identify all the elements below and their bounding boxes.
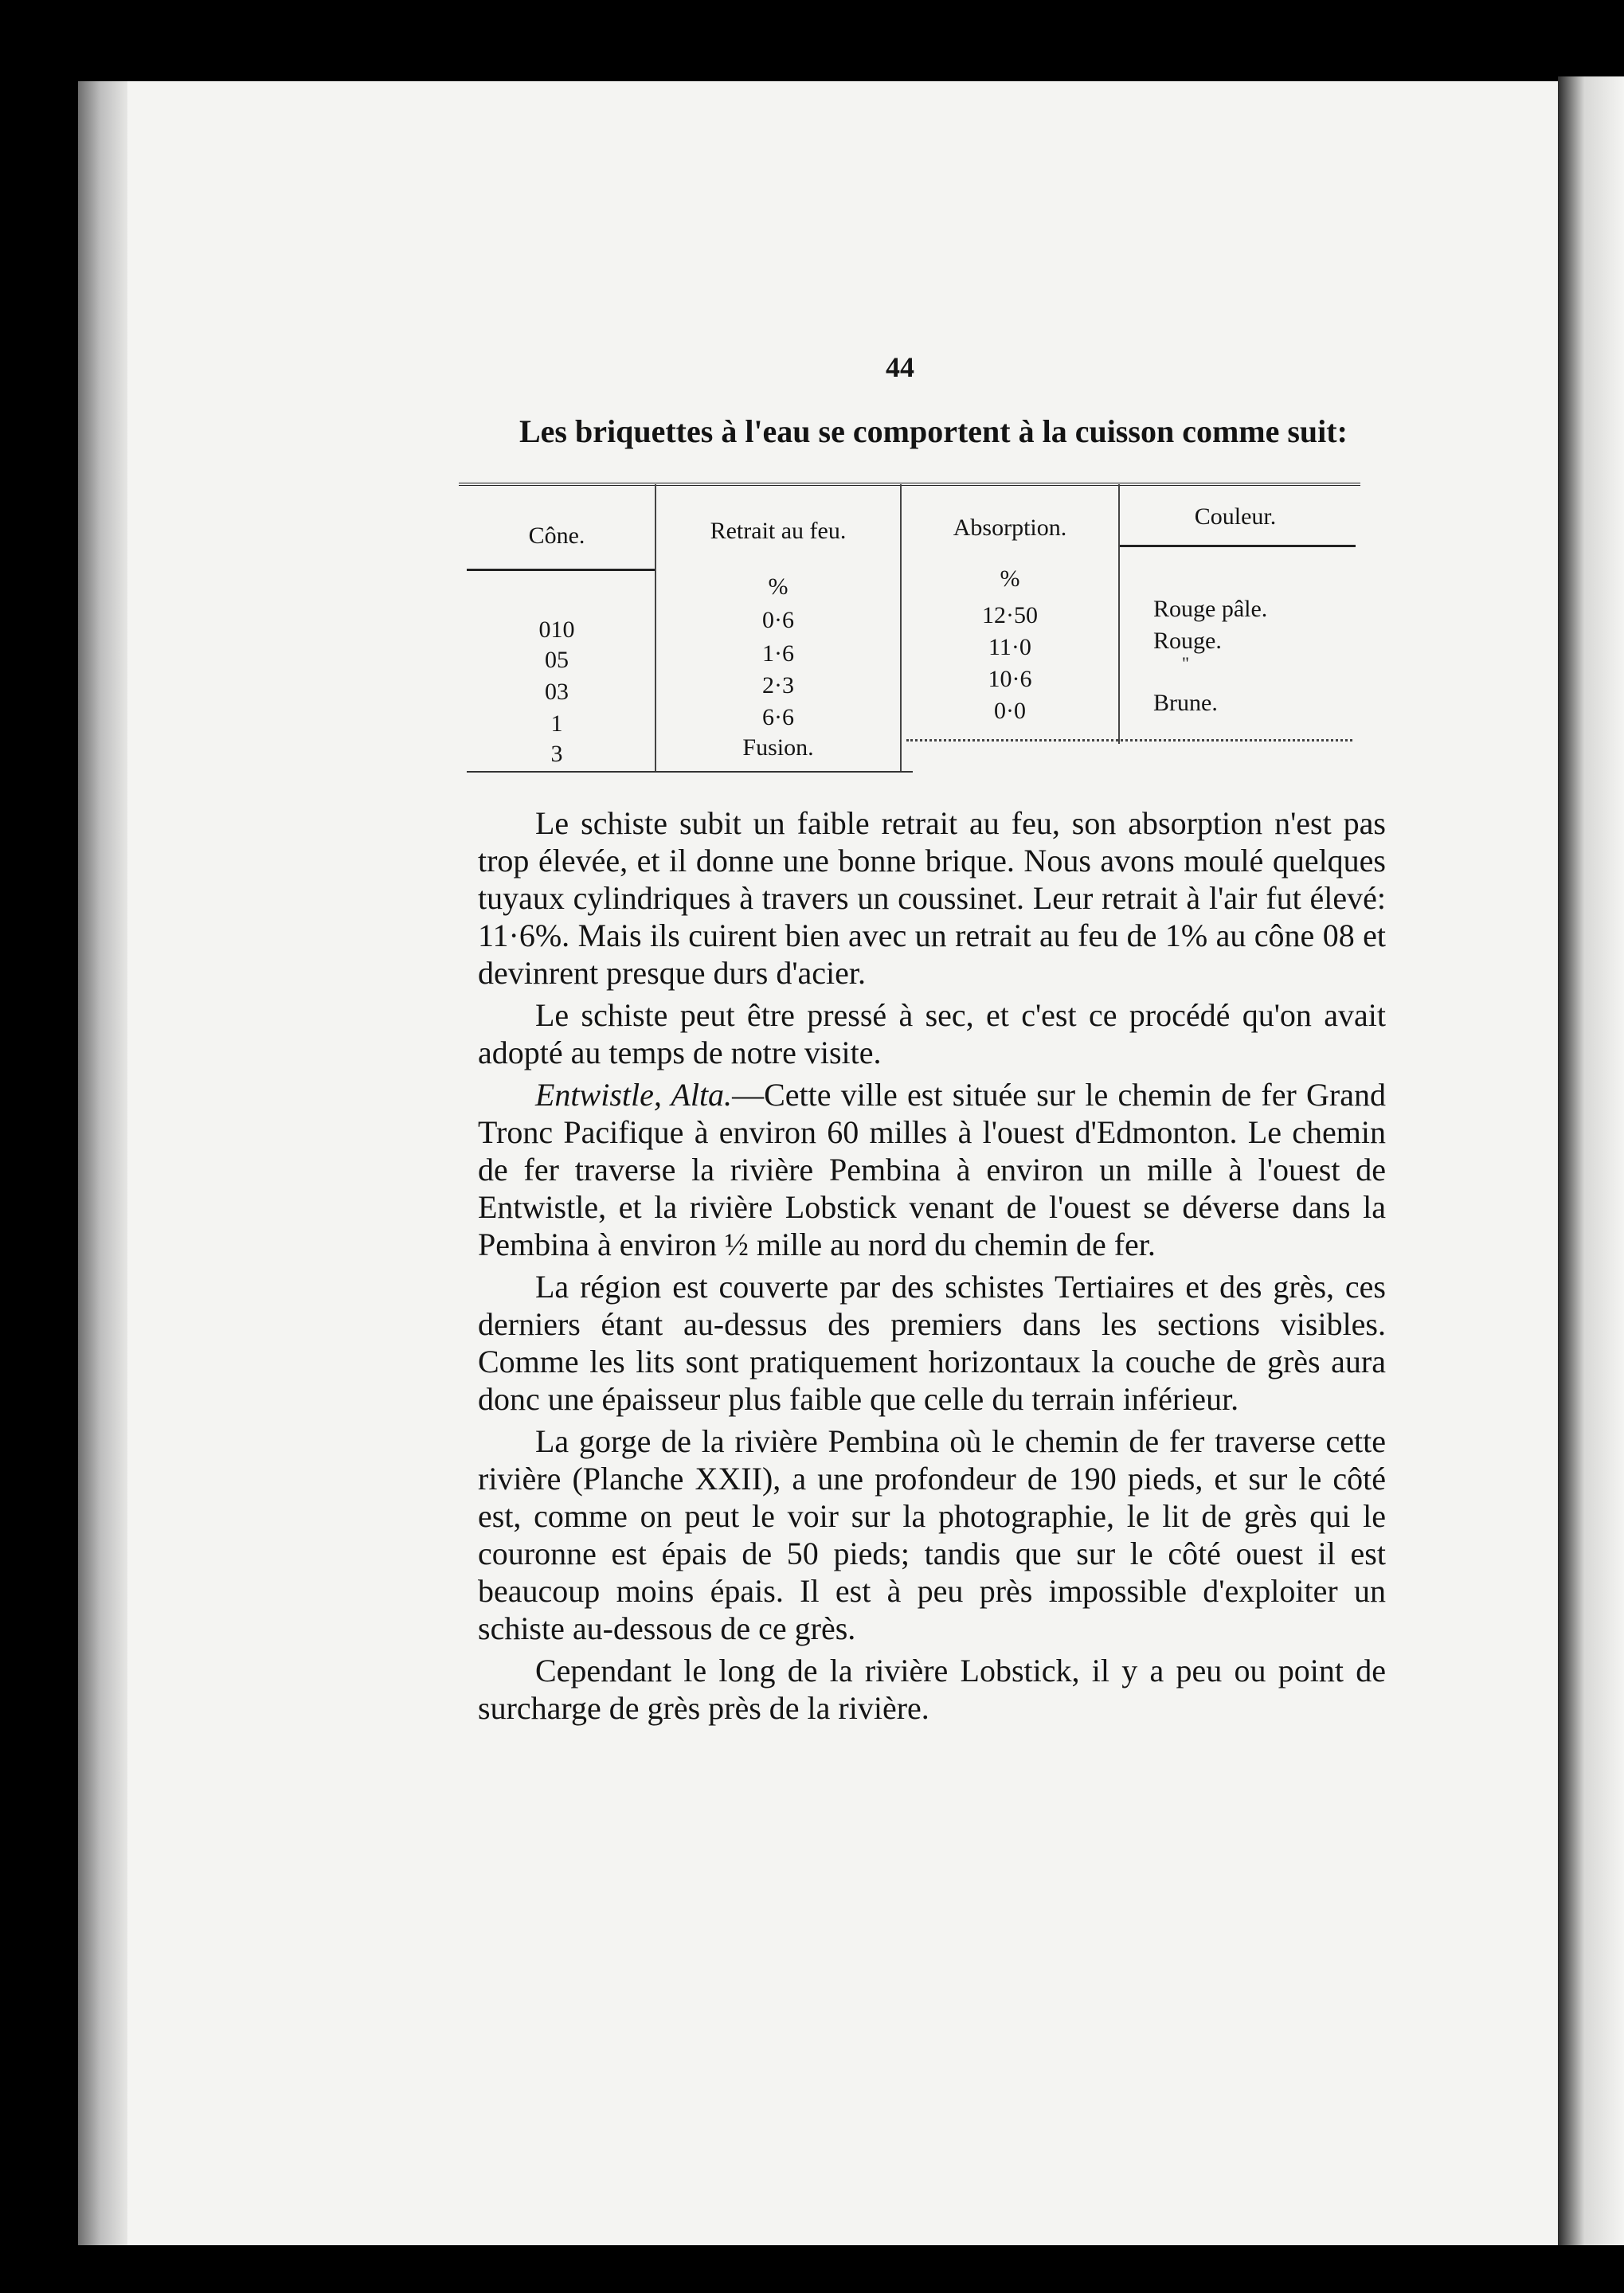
cell-absorption: 0·0	[994, 698, 1026, 724]
paragraph	[478, 1076, 1386, 1263]
cell-couleur: Brune.	[1153, 690, 1218, 716]
cell-retrait: 0·6	[762, 607, 794, 633]
cell-cone: 3	[550, 741, 563, 767]
cell-retrait: Fusion.	[742, 734, 814, 761]
header-retrait: Retrait au feu.	[710, 518, 847, 544]
header-absorption: Absorption.	[953, 515, 1067, 541]
header-couleur: Couleur.	[1194, 503, 1277, 530]
header-rule	[467, 569, 655, 571]
table-top-rule	[459, 483, 1360, 486]
page-binding-edge	[78, 81, 127, 2245]
cell-couleur-ditto: "	[1182, 653, 1189, 673]
paragraph	[478, 1652, 1386, 1727]
unit-percent: %	[1000, 565, 1020, 592]
cell-retrait: 2·3	[762, 672, 794, 698]
paragraph	[478, 804, 1386, 992]
paragraph-text: La région est couverte par des schistes Tertiaires et des grès, ces derniers étant au-dessus des premiers dans les sections visibles. Comme les lits sont pratiquement horizontaux la couche de grès aura donc une épaisseur plus faible que celle du terrain inférieur.	[478, 1269, 1386, 1417]
paragraph-text: Le schiste subit un faible retrait au feu, son absorption n'est pas trop élevée, et il donne une bonne brique. Nous avons moulé quelques tuyaux cylindriques à travers un coussinet. Leur retrait à l'air fut élevé: 11·6%. Mais ils cuirent bien avec un retrait au feu de 1% au cône 08 et devinrent presque durs d'acier.	[478, 805, 1386, 991]
dotted-leader	[906, 739, 1352, 742]
firing-results-table	[459, 476, 1360, 781]
table-intro-sentence: Les briquettes à l'eau se comportent à la cuisson comme suit:	[519, 413, 1348, 449]
cell-absorption: 10·6	[988, 666, 1032, 692]
unit-percent: %	[768, 573, 789, 600]
cell-cone: 05	[545, 647, 569, 673]
body-text	[478, 804, 1386, 1731]
cell-retrait: 6·6	[762, 704, 794, 730]
cell-cone: 03	[545, 679, 569, 705]
table-bottom-rule	[467, 771, 913, 773]
paragraph-text: La gorge de la rivière Pembina où le chemin de fer traverse cette rivière (Planche XXII), a une profondeur de 190 pieds, et sur le côté est, comme on peut le voir sur la photographie, le lit de grès qui le couronne est épais de 50 pieds; tandis que sur le côté ouest il est beaucoup moins épais. Il est à peu près impossible d'exploiter un schiste au-dessous de ce grès.	[478, 1423, 1386, 1646]
cell-couleur: Rouge pâle.	[1153, 596, 1268, 622]
paragraph-text: Le schiste peut être pressé à sec, et c'est ce procédé qu'on avait adopté au temps de notre visite.	[478, 997, 1386, 1070]
cell-absorption: 12·50	[982, 602, 1038, 628]
paragraph-text: —Cette ville est située sur le chemin de fer Grand Tronc Pacifique à environ 60 milles à l'ouest d'Edmonton. Le chemin de fer traverse la rivière Pembina à environ un mille à l'ouest de Entwistle, et la rivière Lobstick venant de l'ouest se déverse dans la Pembina à environ ½ mille au nord du chemin de fer.	[478, 1077, 1386, 1262]
run-in-heading: Entwistle, Alta.	[535, 1077, 733, 1113]
cell-cone: 1	[550, 710, 563, 737]
header-rule	[1120, 545, 1356, 547]
page-number: 44	[886, 351, 914, 383]
cell-cone: 010	[538, 616, 575, 643]
paragraph-text: Cependant le long de la rivière Lobstick, il y a peu ou point de surcharge de grès près de la rivière.	[478, 1653, 1386, 1726]
cell-couleur: Rouge.	[1153, 628, 1222, 654]
paragraph	[478, 1268, 1386, 1418]
cell-absorption: 11·0	[988, 634, 1031, 660]
facing-page-edge	[1558, 76, 1624, 2245]
paragraph	[478, 1422, 1386, 1647]
paragraph	[478, 996, 1386, 1071]
header-cone: Cône.	[528, 522, 585, 549]
cell-retrait: 1·6	[762, 640, 794, 667]
